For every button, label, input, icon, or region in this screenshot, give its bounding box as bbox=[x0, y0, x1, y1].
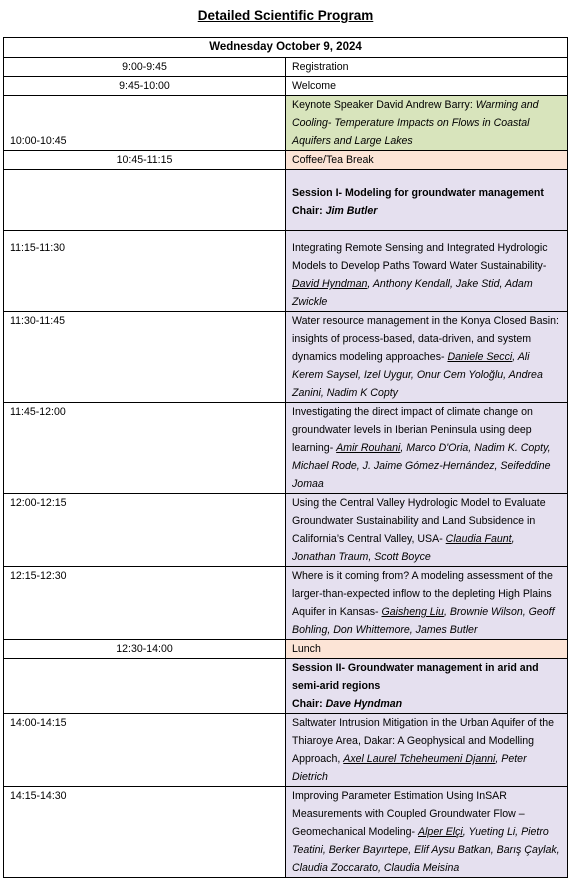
talk-title: Saltwater Intrusion Mitigation in the Urban Aquifer of the Thiaroye Area, Dakar: A Geophysical and Modelling Approach, bbox=[292, 717, 555, 765]
time-cell: 12:15-12:30 bbox=[4, 567, 286, 640]
table-row bbox=[4, 640, 568, 659]
talk-authors: , Yueting Li, Pietro Teatini, Berker Bayırtepe, Elif Aysu Batkan, Barış Çaylak, Claudia Zoccarato, Claudia Meisina bbox=[292, 826, 560, 874]
session-chair bbox=[292, 695, 561, 713]
time-cell: 11:45-12:00 bbox=[4, 403, 286, 494]
session-chair bbox=[292, 202, 561, 220]
talk-speaker: David Hyndman bbox=[292, 278, 368, 290]
talk-cell bbox=[286, 312, 568, 403]
time-cell: 11:15-11:30 bbox=[4, 231, 286, 312]
session-header-cell bbox=[286, 659, 568, 714]
day-heading: Wednesday October 9, 2024 bbox=[4, 38, 568, 58]
talk-speaker: Alper Elçi bbox=[418, 826, 463, 838]
table-row bbox=[4, 403, 568, 494]
talk-cell bbox=[286, 403, 568, 494]
event-cell: Coffee/Tea Break bbox=[286, 151, 568, 170]
chair-label: Chair: bbox=[292, 698, 326, 710]
time-cell: 11:30-11:45 bbox=[4, 312, 286, 403]
talk-speaker: Claudia Faunt bbox=[445, 533, 512, 545]
keynote-cell bbox=[286, 96, 568, 151]
session-header-cell bbox=[286, 170, 568, 231]
table-row bbox=[4, 494, 568, 567]
time-cell bbox=[4, 170, 286, 231]
keynote-row bbox=[4, 96, 568, 151]
time-cell: 10:00-10:45 bbox=[4, 96, 286, 151]
chair-name: Jim Butler bbox=[325, 205, 378, 217]
talk-speaker: Daniele Secci bbox=[447, 351, 513, 363]
program-table bbox=[3, 37, 568, 878]
talk-authors: , Peter Dietrich bbox=[292, 753, 527, 783]
table-row bbox=[4, 151, 568, 170]
talk-title: Using the Central Valley Hydrologic Model to Evaluate Groundwater Sustainability and Land Subsidence in California’s Central Valley, USA- bbox=[292, 497, 546, 545]
talk-title: Integrating Remote Sensing and Integrated Hydrologic Models to Develop Paths Toward Water Sustainability- bbox=[292, 242, 548, 272]
talk-cell bbox=[286, 231, 568, 312]
talk-cell bbox=[286, 494, 568, 567]
session-title: Session I- Modeling for groundwater management bbox=[292, 187, 544, 199]
talk-title: Investigating the direct impact of climate change on groundwater levels in Iberian Peninsula using deep learning- bbox=[292, 406, 533, 454]
time-cell: 14:00-14:15 bbox=[4, 714, 286, 787]
day-header-row bbox=[4, 38, 568, 58]
talk-speaker: Axel Laurel Tcheheumeni Djanni bbox=[343, 753, 496, 765]
table-row bbox=[4, 77, 568, 96]
time-cell: 14:15-14:30 bbox=[4, 787, 286, 878]
event-cell: Lunch bbox=[286, 640, 568, 659]
talk-authors: , Ali Kerem Saysel, Izel Uygur, Onur Cem Yoloğlu, Andrea Zanini, Nadim K Copty bbox=[292, 351, 543, 399]
page-title: Detailed Scientific Program bbox=[197, 8, 374, 23]
table-row bbox=[4, 567, 568, 640]
event-cell: Registration bbox=[286, 58, 568, 77]
session-title: Session II- Groundwater management in arid and semi-arid regions bbox=[292, 662, 539, 692]
chair-name: Dave Hyndman bbox=[325, 698, 403, 710]
table-row bbox=[4, 787, 568, 878]
time-cell: 10:45-11:15 bbox=[4, 151, 286, 170]
talk-authors: , Anthony Kendall, Jake Stid, Adam Zwickle bbox=[292, 278, 533, 308]
talk-authors: , Brownie Wilson, Geoff Bohling, Don Whittemore, James Butler bbox=[292, 606, 555, 636]
time-cell: 12:00-12:15 bbox=[4, 494, 286, 567]
talk-speaker: Gaisheng Liu bbox=[381, 606, 444, 618]
time-cell: 9:00-9:45 bbox=[4, 58, 286, 77]
time-cell: 12:30-14:00 bbox=[4, 640, 286, 659]
session-header-row bbox=[4, 170, 568, 231]
keynote-speaker: Keynote Speaker David Andrew Barry: bbox=[292, 99, 476, 111]
time-cell bbox=[4, 659, 286, 714]
talk-authors: , Marco D'Oria, Nadim K. Copty, Michael Rode, J. Jaime Gómez-Hernández, Seifeddine Jomaa bbox=[292, 442, 551, 490]
table-row bbox=[4, 714, 568, 787]
talk-title: Improving Parameter Estimation Using InSAR Measurements with Coupled Groundwater Flow – Geomechanical Modeling- bbox=[292, 790, 525, 838]
talk-cell bbox=[286, 714, 568, 787]
time-cell: 9:45-10:00 bbox=[4, 77, 286, 96]
table-row bbox=[4, 231, 568, 312]
event-cell: Welcome bbox=[286, 77, 568, 96]
chair-label: Chair: bbox=[292, 205, 326, 217]
table-row bbox=[4, 58, 568, 77]
talk-authors: , Jonathan Traum, Scott Boyce bbox=[292, 533, 515, 563]
talk-cell bbox=[286, 567, 568, 640]
talk-title: Water resource management in the Konya Closed Basin: insights of process-based, data-driven, and system dynamics modeling approaches- bbox=[292, 315, 559, 363]
table-row bbox=[4, 312, 568, 403]
keynote-title: Warming and Cooling- Temperature Impacts on Flows in Coastal Aquifers and Large Lakes bbox=[292, 99, 539, 147]
talk-title: Where is it coming from? A modeling assessment of the larger-than-expected inflow to the depleting High Plains Aquifer in Kansas- bbox=[292, 570, 553, 618]
talk-speaker: Amir Rouhani bbox=[336, 442, 401, 454]
talk-cell bbox=[286, 787, 568, 878]
session-header-row bbox=[4, 659, 568, 714]
